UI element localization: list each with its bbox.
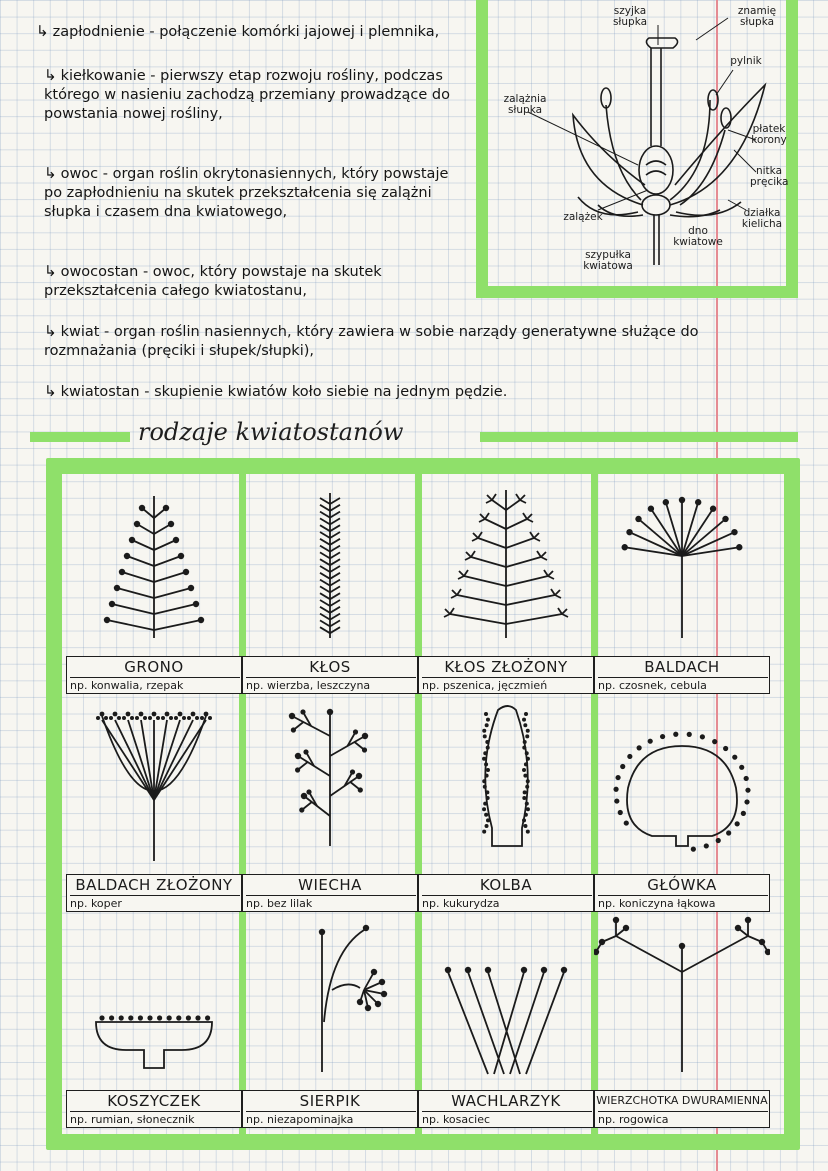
inflorescence-example: np. wierzba, leszczyna: [246, 677, 416, 692]
drepanium-icon: [242, 912, 418, 1086]
title-rule-right: [480, 432, 798, 442]
definition-kielkowanie: ↳ kiełkowanie - pierwszy etap rozwoju rośliny, podczas którego w nasieniu zachodzą przemiany prowadzące do powstania nowej rośliny,: [44, 66, 450, 122]
flower-structure-icon: [488, 0, 788, 285]
raceme-icon: [66, 478, 242, 652]
label-dno: dno kwiatowe: [673, 225, 723, 248]
inflorescence-example: np. niezapominajka: [246, 1111, 416, 1126]
inflorescence-card: [418, 696, 594, 914]
inflorescence-example: np. konwalia, rzepak: [70, 677, 240, 692]
inflorescence-name: KŁOS: [309, 658, 351, 676]
inflorescence-card: [418, 478, 594, 696]
inflorescence-name: KŁOS ZŁOŻONY: [444, 658, 568, 676]
label-zalazek: zalążek: [563, 211, 603, 223]
inflorescence-caption: [66, 656, 242, 694]
flower-diagram: [488, 0, 788, 285]
inflorescence-card: [594, 478, 770, 696]
inflorescence-card: [242, 912, 418, 1130]
head-icon: [594, 696, 770, 870]
inflorescence-card: [418, 912, 594, 1130]
inflorescence-example: np. pszenica, jęczmień: [422, 677, 592, 692]
inflorescence-caption: [594, 1090, 770, 1128]
label-szyjka: szyjka słupka: [612, 5, 648, 28]
definition-zaplodnienie: ↳ zapłodnienie - połączenie komórki jajowej i plemnika,: [36, 22, 440, 40]
section-header: [30, 418, 798, 448]
inflorescence-caption: [418, 874, 594, 912]
compound-umbel-icon: [66, 696, 242, 870]
dichasium-icon: [594, 912, 770, 1086]
arrow-icon: ↳: [44, 66, 57, 84]
inflorescence-name: WACHLARZYK: [451, 1092, 561, 1110]
arrow-icon: ↳: [44, 382, 57, 400]
label-nitka: nitka pręcika: [750, 165, 789, 188]
umbel-icon: [594, 478, 770, 652]
label-zalaznia: zalążnia słupka: [503, 93, 547, 116]
inflorescence-example: np. koniczyna łąkowa: [598, 895, 768, 910]
inflorescence-card: [66, 478, 242, 696]
definition-owoc: ↳ owoc - organ roślin okrytonasiennych, który powstaje po zapłodnieniu na skutek przekształcenia się zalążni słupka i czasem dna kwiatowego,: [44, 164, 449, 220]
section-title: rodzaje kwiatostanów: [138, 418, 404, 446]
label-dzialka: działka kielicha: [741, 207, 783, 230]
inflorescence-example: np. kukurydza: [422, 895, 592, 910]
inflorescence-name: BALDACH: [644, 658, 720, 676]
inflorescence-card: [66, 696, 242, 914]
inflorescence-name: GRONO: [124, 658, 184, 676]
definition-kwiat: ↳ kwiat - organ roślin nasiennych, który zawiera w sobie narządy generatywne służące do rozmnażania (pręciki i słupek/słupki),: [44, 322, 699, 359]
inflorescence-caption: [418, 1090, 594, 1128]
inflorescence-name: BALDACH ZŁOŻONY: [75, 876, 233, 894]
inflorescence-name: KOLBA: [479, 876, 533, 894]
title-rule-left: [30, 432, 130, 442]
inflorescence-name: SIERPIK: [299, 1092, 361, 1110]
arrow-icon: ↳: [44, 164, 57, 182]
panicle-icon: [242, 696, 418, 870]
rhipidium-icon: [418, 912, 594, 1086]
inflorescence-card: [242, 696, 418, 914]
inflorescence-name: KOSZYCZEK: [107, 1092, 201, 1110]
inflorescence-caption: [66, 874, 242, 912]
inflorescence-caption: [66, 1090, 242, 1128]
arrow-icon: ↳: [44, 322, 57, 340]
inflorescence-caption: [594, 874, 770, 912]
inflorescence-example: np. koper: [70, 895, 240, 910]
label-szypulka: szypułka kwiatowa: [583, 249, 633, 272]
inflorescence-card: [594, 912, 770, 1130]
spike-icon: [242, 478, 418, 652]
inflorescence-caption: [594, 656, 770, 694]
inflorescence-caption: [242, 656, 418, 694]
inflorescence-caption: [242, 874, 418, 912]
capitulum-icon: [66, 912, 242, 1086]
inflorescence-card: [594, 696, 770, 914]
label-pylnik: pylnik: [730, 55, 762, 67]
inflorescence-example: np. kosaciec: [422, 1111, 592, 1126]
inflorescence-example: np. rogowica: [598, 1111, 768, 1126]
inflorescence-caption: [242, 1090, 418, 1128]
inflorescence-caption: [418, 656, 594, 694]
definition-kwiatostan: ↳ kwiatostan - skupienie kwiatów koło siebie na jednym pędzie.: [44, 382, 508, 400]
label-znamie: znamię słupka: [737, 5, 777, 28]
arrow-icon: ↳: [44, 262, 57, 280]
inflorescence-card: [242, 478, 418, 696]
label-platek: płatek korony: [751, 123, 787, 146]
spadix-icon: [418, 696, 594, 870]
arrow-icon: ↳: [36, 22, 49, 40]
compound-spike-icon: [418, 478, 594, 652]
definition-owocostan: ↳ owocostan - owoc, który powstaje na skutek przekształcenia całego kwiatostanu,: [44, 262, 382, 299]
inflorescence-name: WIECHA: [298, 876, 362, 894]
inflorescence-example: np. bez lilak: [246, 895, 416, 910]
inflorescence-name: WIERZCHOTKA DWURAMIENNA: [596, 1094, 768, 1107]
inflorescence-name: GŁÓWKA: [647, 876, 717, 894]
inflorescence-example: np. czosnek, cebula: [598, 677, 768, 692]
inflorescence-example: np. rumian, słonecznik: [70, 1111, 240, 1126]
inflorescence-card: [66, 912, 242, 1130]
